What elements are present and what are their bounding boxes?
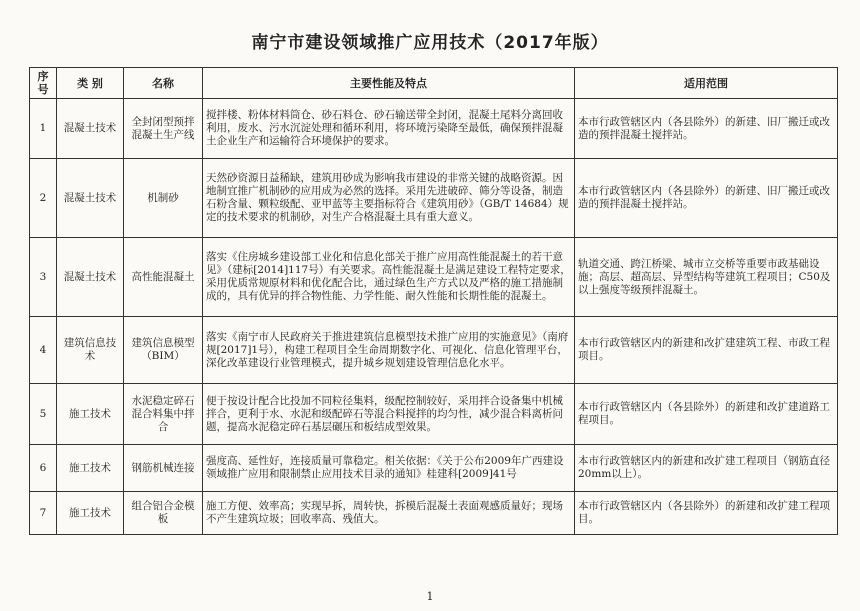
- row-category: 混凝土技术: [57, 159, 124, 238]
- row-name: 机制砂: [124, 159, 203, 238]
- row-no: 3: [30, 238, 57, 317]
- row-category: 施工技术: [57, 445, 124, 492]
- row-name: 组合铝合金模板: [124, 492, 203, 535]
- page-number: 1: [426, 590, 434, 603]
- table-row: [30, 492, 838, 535]
- header-no: 序号: [30, 68, 57, 99]
- table-row: [30, 317, 838, 384]
- table-row: [30, 445, 838, 492]
- row-name: 钢筋机械连接: [124, 445, 203, 492]
- table-row: [30, 159, 838, 238]
- header-name: 名称: [124, 68, 203, 99]
- row-scope: 本市行政管辖区内的新建和改扩建建筑工程、市政工程项目。: [575, 317, 838, 384]
- row-features: 强度高、延性好，连接质量可靠稳定。相关依据：《关于公布2009年广西建设领域推广应用和限制禁止应用技术目录的通知》桂建科[2009]41号: [203, 445, 575, 492]
- row-name: 水泥稳定碎石混合料集中拌合: [124, 384, 203, 445]
- row-no: 6: [30, 445, 57, 492]
- row-name: 全封闭型预拌混凝土生产线: [124, 99, 203, 159]
- row-scope: 本市行政管辖区内（各县除外）的新建和改扩建道路工程项目。: [575, 384, 838, 445]
- row-scope: 本市行政管辖区内（各县除外）的新建和改扩建工程项目。: [575, 492, 838, 535]
- row-scope: 本市行政管辖区内的新建和改扩建工程项目（钢筋直径20mm以上）。: [575, 445, 838, 492]
- row-no: 7: [30, 492, 57, 535]
- row-features: 便于按设计配合比投加不同粒径集料，级配控制较好，采用拌合设备集中机械拌合，更利于水、水泥和级配碎石等混合料搅拌的均匀性，减少混合料离析问题，提高水泥稳定碎石基层碾压和板结成型效果。: [203, 384, 575, 445]
- row-category: 施工技术: [57, 492, 124, 535]
- row-name: 高性能混凝土: [124, 238, 203, 317]
- row-category: 建筑信息技术: [57, 317, 124, 384]
- row-no: 4: [30, 317, 57, 384]
- row-scope: 本市行政管辖区内（各县除外）的新建、旧厂搬迁或改造的预拌混凝土搅拌站。: [575, 99, 838, 159]
- row-no: 2: [30, 159, 57, 238]
- header-scope: 适用范围: [575, 68, 838, 99]
- row-features: 施工方便、效率高；实现早拆，周转快，拆模后混凝土表面观感质量好；现场不产生建筑垃圾；回收率高、残值大。: [203, 492, 575, 535]
- row-features: 落实《南宁市人民政府关于推进建筑信息模型技术推广应用的实施意见》（南府规[2017]1号），构建工程项目全生命周期数字化、可视化、信息化管理平台，深化改革建设行业管理模式，提升城乡规划建设管理信息化水平。: [203, 317, 575, 384]
- row-features: 搅拌楼、粉体材料筒仓、砂石料仓、砂石输送带全封闭，混凝土尾料分离回收利用，废水、污水沉淀处理和循环利用，将环境污染降至最低，确保预拌混凝土企业生产和运输符合环境保护的要求。: [203, 99, 575, 159]
- row-features: 天然砂资源日益稀缺，建筑用砂成为影响我市建设的非常关键的战略资源。因地制宜推广机制砂的应用成为必然的选择。采用先进破碎、筛分等设备，制造石粉含量、颗粒级配、亚甲蓝等主要指标符合《建筑用砂》（GB/T 14684）规定的技术要求的机制砂，对生产合格混凝土具有重大意义。: [203, 159, 575, 238]
- row-category: 施工技术: [57, 384, 124, 445]
- row-scope: 轨道交通、跨江桥梁、城市立交桥等重要市政基础设施；高层、超高层、异型结构等建筑工程项目；C50及以上强度等级预拌混凝土。: [575, 238, 838, 317]
- row-scope: 本市行政管辖区内（各县除外）的新建、旧厂搬迁或改造的预拌混凝土搅拌站。: [575, 159, 838, 238]
- document-title: 南宁市建设领域推广应用技术（2017年版）: [251, 33, 609, 53]
- row-category: 混凝土技术: [57, 99, 124, 159]
- header-features: 主要性能及特点: [203, 68, 575, 99]
- technology-table: [29, 67, 838, 535]
- row-name: 建筑信息模型（BIM）: [124, 317, 203, 384]
- row-category: 混凝土技术: [57, 238, 124, 317]
- table-header-row: [30, 68, 838, 99]
- row-no: 5: [30, 384, 57, 445]
- table-row: [30, 238, 838, 317]
- row-no: 1: [30, 99, 57, 159]
- table-row: [30, 384, 838, 445]
- table-row: [30, 99, 838, 159]
- row-features: 落实《住房城乡建设部工业化和信息化部关于推广应用高性能混凝土的若干意见》（建标[2014]117号）有关要求。高性能混凝土是满足建设工程特定要求，采用优质常规原材料和优化配合比，通过绿色生产方式以及严格的施工措施制成的，具有优异的拌合物性能、力学性能、耐久性能和长期性能的混凝土。: [203, 238, 575, 317]
- header-category: 类 别: [57, 68, 124, 99]
